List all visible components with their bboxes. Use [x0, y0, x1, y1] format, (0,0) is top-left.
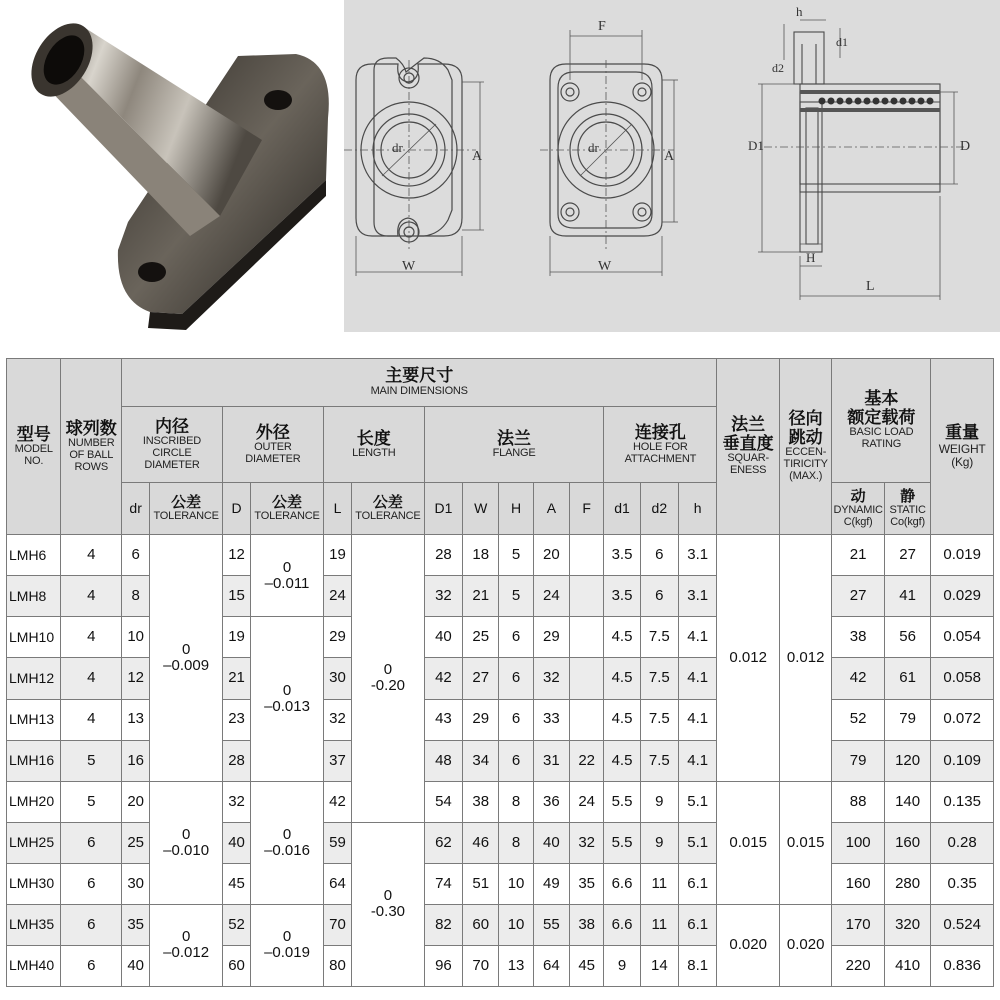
cell-dr-tolerance-c: 0 –0.012 — [150, 904, 223, 986]
cell-A: 40 — [533, 822, 569, 863]
cell-L: 70 — [323, 904, 351, 945]
cell-h: 4.1 — [679, 658, 717, 699]
cell-static: 160 — [884, 822, 930, 863]
cell-h: 5.1 — [679, 822, 717, 863]
cell-d1: 5.5 — [604, 822, 640, 863]
cell-dynamic: 21 — [832, 535, 884, 576]
cell-L: 59 — [323, 822, 351, 863]
cell-A: 20 — [533, 535, 569, 576]
subheader-d1: d1 — [604, 483, 640, 535]
cell-d1: 6.6 — [604, 904, 640, 945]
cell-model: LMH16 — [7, 740, 61, 781]
cell-D: 23 — [222, 699, 250, 740]
side-section-view — [794, 32, 940, 252]
cell-weight: 0.058 — [931, 658, 994, 699]
cell-squareness-b: 0.015 — [717, 781, 780, 904]
cell-rows: 6 — [61, 945, 122, 986]
cell-weight: 0.35 — [931, 863, 994, 904]
spec-table-container — [6, 358, 994, 987]
cell-d1: 6.6 — [604, 863, 640, 904]
cell-dynamic: 52 — [832, 699, 884, 740]
cell-h: 3.1 — [679, 576, 717, 617]
cell-eccentricity-c: 0.020 — [779, 904, 831, 986]
cell-rows: 5 — [61, 740, 122, 781]
cell-eccentricity-b: 0.015 — [779, 781, 831, 904]
subheader-dr-tolerance: 公差 TOLERANCE — [150, 483, 223, 535]
drawing-label-d1-cap: D1 — [748, 138, 764, 153]
cell-static: 140 — [884, 781, 930, 822]
cell-H: 5 — [499, 576, 533, 617]
cell-D1: 54 — [424, 781, 462, 822]
cell-H: 5 — [499, 535, 533, 576]
cell-model: LMH12 — [7, 658, 61, 699]
cell-dr: 35 — [122, 904, 150, 945]
cell-dr: 8 — [122, 576, 150, 617]
cell-D-tolerance-d: 0 –0.019 — [251, 904, 324, 986]
subheader-L-tolerance: 公差 TOLERANCE — [352, 483, 425, 535]
cell-weight: 0.019 — [931, 535, 994, 576]
cell-static: 56 — [884, 617, 930, 658]
cell-D: 32 — [222, 781, 250, 822]
subheader-A: A — [533, 483, 569, 535]
technical-drawing — [344, 0, 1000, 332]
cell-F — [570, 535, 604, 576]
drawing-label-d1: d1 — [836, 35, 848, 49]
drawing-label-h: h — [796, 4, 803, 19]
drawing-label-f: F — [598, 19, 606, 34]
cell-model: LMH13 — [7, 699, 61, 740]
cell-d2: 14 — [640, 945, 678, 986]
header-main-dimensions: 主要尺寸 MAIN DIMENSIONS — [122, 359, 717, 407]
cell-model: LMH30 — [7, 863, 61, 904]
cell-A: 64 — [533, 945, 569, 986]
cell-d1: 5.5 — [604, 781, 640, 822]
subheader-D-tolerance: 公差 TOLERANCE — [251, 483, 324, 535]
cell-D-tolerance-a: 0 –0.011 — [251, 535, 324, 617]
cell-F: 22 — [570, 740, 604, 781]
subheader-L: L — [323, 483, 351, 535]
cell-L: 24 — [323, 576, 351, 617]
cell-A: 36 — [533, 781, 569, 822]
cell-weight: 0.524 — [931, 904, 994, 945]
cell-H: 6 — [499, 740, 533, 781]
cell-H: 6 — [499, 658, 533, 699]
cell-static: 79 — [884, 699, 930, 740]
cell-H: 6 — [499, 699, 533, 740]
cell-dynamic: 79 — [832, 740, 884, 781]
cell-A: 31 — [533, 740, 569, 781]
cell-dynamic: 170 — [832, 904, 884, 945]
drawing-label-dr-2: dr — [588, 140, 599, 155]
cell-model: LMH25 — [7, 822, 61, 863]
cell-h: 6.1 — [679, 904, 717, 945]
cell-dr-tolerance-a: 0 –0.009 — [150, 535, 223, 781]
cell-static: 27 — [884, 535, 930, 576]
cell-D1: 96 — [424, 945, 462, 986]
cell-d2: 9 — [640, 822, 678, 863]
cell-d2: 7.5 — [640, 740, 678, 781]
cell-A: 29 — [533, 617, 569, 658]
cell-D: 15 — [222, 576, 250, 617]
cell-rows: 6 — [61, 863, 122, 904]
cell-D1: 43 — [424, 699, 462, 740]
cell-d1: 4.5 — [604, 658, 640, 699]
cell-rows: 4 — [61, 617, 122, 658]
cell-model: LMH6 — [7, 535, 61, 576]
subheader-W: W — [463, 483, 499, 535]
header-ball-rows: 球列数 NUMBER OF BALL ROWS — [61, 359, 122, 535]
header-basic-load: 基本 额定载荷 BASIC LOAD RATING — [832, 359, 931, 483]
subheader-F: F — [570, 483, 604, 535]
cell-squareness-c: 0.020 — [717, 904, 780, 986]
cell-dynamic: 160 — [832, 863, 884, 904]
cell-D1: 28 — [424, 535, 462, 576]
cell-L: 42 — [323, 781, 351, 822]
cell-d1: 4.5 — [604, 699, 640, 740]
cell-static: 410 — [884, 945, 930, 986]
table-row — [7, 781, 994, 822]
cell-h: 4.1 — [679, 617, 717, 658]
cell-W: 29 — [463, 699, 499, 740]
drawing-label-h-cap: H — [806, 250, 816, 265]
cell-W: 18 — [463, 535, 499, 576]
cell-F: 32 — [570, 822, 604, 863]
cell-D1: 42 — [424, 658, 462, 699]
cell-D1: 62 — [424, 822, 462, 863]
cell-F — [570, 617, 604, 658]
cell-dr: 25 — [122, 822, 150, 863]
cell-D-tolerance-b: 0 –0.013 — [251, 617, 324, 781]
cell-D: 40 — [222, 822, 250, 863]
cell-model: LMH10 — [7, 617, 61, 658]
cell-d2: 7.5 — [640, 658, 678, 699]
cell-L: 30 — [323, 658, 351, 699]
cell-rows: 4 — [61, 576, 122, 617]
header-squareness: 法兰 垂直度 SQUAR- ENESS — [717, 359, 780, 535]
subheader-h: h — [679, 483, 717, 535]
cell-W: 21 — [463, 576, 499, 617]
cell-h: 5.1 — [679, 781, 717, 822]
cell-L: 64 — [323, 863, 351, 904]
cell-rows: 6 — [61, 904, 122, 945]
cell-d2: 11 — [640, 863, 678, 904]
cell-dr-tolerance-b: 0 –0.010 — [150, 781, 223, 904]
cell-weight: 0.054 — [931, 617, 994, 658]
cell-dynamic: 220 — [832, 945, 884, 986]
cell-A: 55 — [533, 904, 569, 945]
cell-d1: 4.5 — [604, 617, 640, 658]
cell-model: LMH20 — [7, 781, 61, 822]
cell-d2: 9 — [640, 781, 678, 822]
product-photo — [0, 0, 344, 345]
header-inscribed: 内径 INSCRIBED CIRCLE DIAMETER — [122, 407, 223, 483]
spec-table — [6, 358, 994, 987]
cell-dynamic: 38 — [832, 617, 884, 658]
cell-W: 25 — [463, 617, 499, 658]
cell-h: 6.1 — [679, 863, 717, 904]
cell-F — [570, 576, 604, 617]
drawing-label-a: A — [472, 149, 483, 164]
cell-F: 45 — [570, 945, 604, 986]
cell-L-tolerance-b: 0 -0.30 — [352, 822, 425, 986]
cell-D1: 82 — [424, 904, 462, 945]
cell-dynamic: 88 — [832, 781, 884, 822]
cell-H: 8 — [499, 781, 533, 822]
cell-dynamic: 100 — [832, 822, 884, 863]
cell-d1: 3.5 — [604, 576, 640, 617]
cell-dr: 20 — [122, 781, 150, 822]
cell-weight: 0.28 — [931, 822, 994, 863]
cell-rows: 6 — [61, 822, 122, 863]
cell-d2: 11 — [640, 904, 678, 945]
cell-A: 49 — [533, 863, 569, 904]
cell-d2: 7.5 — [640, 617, 678, 658]
cell-D1: 74 — [424, 863, 462, 904]
cell-W: 34 — [463, 740, 499, 781]
side-view-dims — [758, 20, 964, 300]
subheader-d2: d2 — [640, 483, 678, 535]
cell-h: 4.1 — [679, 699, 717, 740]
cell-L: 32 — [323, 699, 351, 740]
dimension-drawing-svg — [344, 0, 1000, 332]
cell-H: 13 — [499, 945, 533, 986]
cell-rows: 4 — [61, 658, 122, 699]
cell-d1: 4.5 — [604, 740, 640, 781]
drawing-label-dr: dr — [392, 140, 403, 155]
cell-W: 51 — [463, 863, 499, 904]
subheader-D: D — [222, 483, 250, 535]
cell-dr: 12 — [122, 658, 150, 699]
subheader-D1: D1 — [424, 483, 462, 535]
drawing-label-d2: d2 — [772, 61, 784, 75]
cell-weight: 0.072 — [931, 699, 994, 740]
cell-L: 29 — [323, 617, 351, 658]
cell-F — [570, 699, 604, 740]
drawing-label-w: W — [402, 259, 416, 274]
cell-W: 27 — [463, 658, 499, 699]
four-hole-dims — [540, 30, 678, 276]
cell-D1: 32 — [424, 576, 462, 617]
cell-A: 32 — [533, 658, 569, 699]
header-eccentricity: 径向 跳动 ECCEN- TIRICITY (MAX.) — [779, 359, 831, 535]
cell-dr: 10 — [122, 617, 150, 658]
cell-D: 45 — [222, 863, 250, 904]
cell-static: 280 — [884, 863, 930, 904]
header-attachment: 连接孔 HOLE FOR ATTACHMENT — [604, 407, 717, 483]
cell-dr: 16 — [122, 740, 150, 781]
drawing-label-l: L — [866, 279, 875, 294]
subheader-H: H — [499, 483, 533, 535]
cell-D: 21 — [222, 658, 250, 699]
cell-L: 19 — [323, 535, 351, 576]
cell-D-tolerance-c: 0 –0.016 — [251, 781, 324, 904]
cell-dynamic: 27 — [832, 576, 884, 617]
cell-L-tolerance-a: 0 -0.20 — [352, 535, 425, 822]
drawing-label-w-2: W — [598, 259, 612, 274]
cell-rows: 5 — [61, 781, 122, 822]
cell-D: 28 — [222, 740, 250, 781]
table-row — [7, 904, 994, 945]
cell-W: 46 — [463, 822, 499, 863]
subheader-dr: dr — [122, 483, 150, 535]
cell-static: 61 — [884, 658, 930, 699]
cell-dr: 40 — [122, 945, 150, 986]
drawing-label-a-2: A — [664, 149, 675, 164]
cell-dr: 30 — [122, 863, 150, 904]
header-length: 长度 LENGTH — [323, 407, 424, 483]
cell-D: 60 — [222, 945, 250, 986]
cell-h: 3.1 — [679, 535, 717, 576]
cell-A: 24 — [533, 576, 569, 617]
cell-model: LMH8 — [7, 576, 61, 617]
cell-W: 38 — [463, 781, 499, 822]
cell-dr: 6 — [122, 535, 150, 576]
cell-dr: 13 — [122, 699, 150, 740]
cell-squareness-a: 0.012 — [717, 535, 780, 781]
cell-weight: 0.109 — [931, 740, 994, 781]
cell-F: 38 — [570, 904, 604, 945]
cell-rows: 4 — [61, 535, 122, 576]
header-outer: 外径 OUTER DIAMETER — [222, 407, 323, 483]
cell-d2: 6 — [640, 576, 678, 617]
cell-weight: 0.135 — [931, 781, 994, 822]
cell-H: 6 — [499, 617, 533, 658]
cell-D1: 40 — [424, 617, 462, 658]
cell-dynamic: 42 — [832, 658, 884, 699]
cell-h: 8.1 — [679, 945, 717, 986]
cell-D1: 48 — [424, 740, 462, 781]
cell-F: 24 — [570, 781, 604, 822]
cell-H: 10 — [499, 904, 533, 945]
cell-weight: 0.836 — [931, 945, 994, 986]
cell-F: 35 — [570, 863, 604, 904]
ball-row — [800, 90, 940, 112]
cell-static: 120 — [884, 740, 930, 781]
cell-d1: 3.5 — [604, 535, 640, 576]
header-flange: 法兰 FLANGE — [424, 407, 604, 483]
cell-h: 4.1 — [679, 740, 717, 781]
cell-H: 8 — [499, 822, 533, 863]
cell-H: 10 — [499, 863, 533, 904]
cell-D: 12 — [222, 535, 250, 576]
cell-D: 19 — [222, 617, 250, 658]
cell-rows: 4 — [61, 699, 122, 740]
cell-static: 41 — [884, 576, 930, 617]
cell-eccentricity-a: 0.012 — [779, 535, 831, 781]
cell-L: 37 — [323, 740, 351, 781]
header-model: 型号 MODEL NO. — [7, 359, 61, 535]
cell-weight: 0.029 — [931, 576, 994, 617]
header-weight: 重量 WEIGHT (Kg) — [931, 359, 994, 535]
drawing-label-d: D — [960, 139, 971, 154]
cell-D: 52 — [222, 904, 250, 945]
cell-A: 33 — [533, 699, 569, 740]
cell-W: 60 — [463, 904, 499, 945]
cell-d2: 7.5 — [640, 699, 678, 740]
table-row — [7, 535, 994, 576]
subheader-dynamic: 动 DYNAMIC C(kgf) — [832, 483, 884, 535]
linear-bearing-image — [0, 0, 344, 345]
cell-static: 320 — [884, 904, 930, 945]
subheader-static: 静 STATIC Co(kgf) — [884, 483, 930, 535]
cell-F — [570, 658, 604, 699]
cell-W: 70 — [463, 945, 499, 986]
cell-L: 80 — [323, 945, 351, 986]
cell-model: LMH35 — [7, 904, 61, 945]
cell-d2: 6 — [640, 535, 678, 576]
cell-model: LMH40 — [7, 945, 61, 986]
cell-d1: 9 — [604, 945, 640, 986]
